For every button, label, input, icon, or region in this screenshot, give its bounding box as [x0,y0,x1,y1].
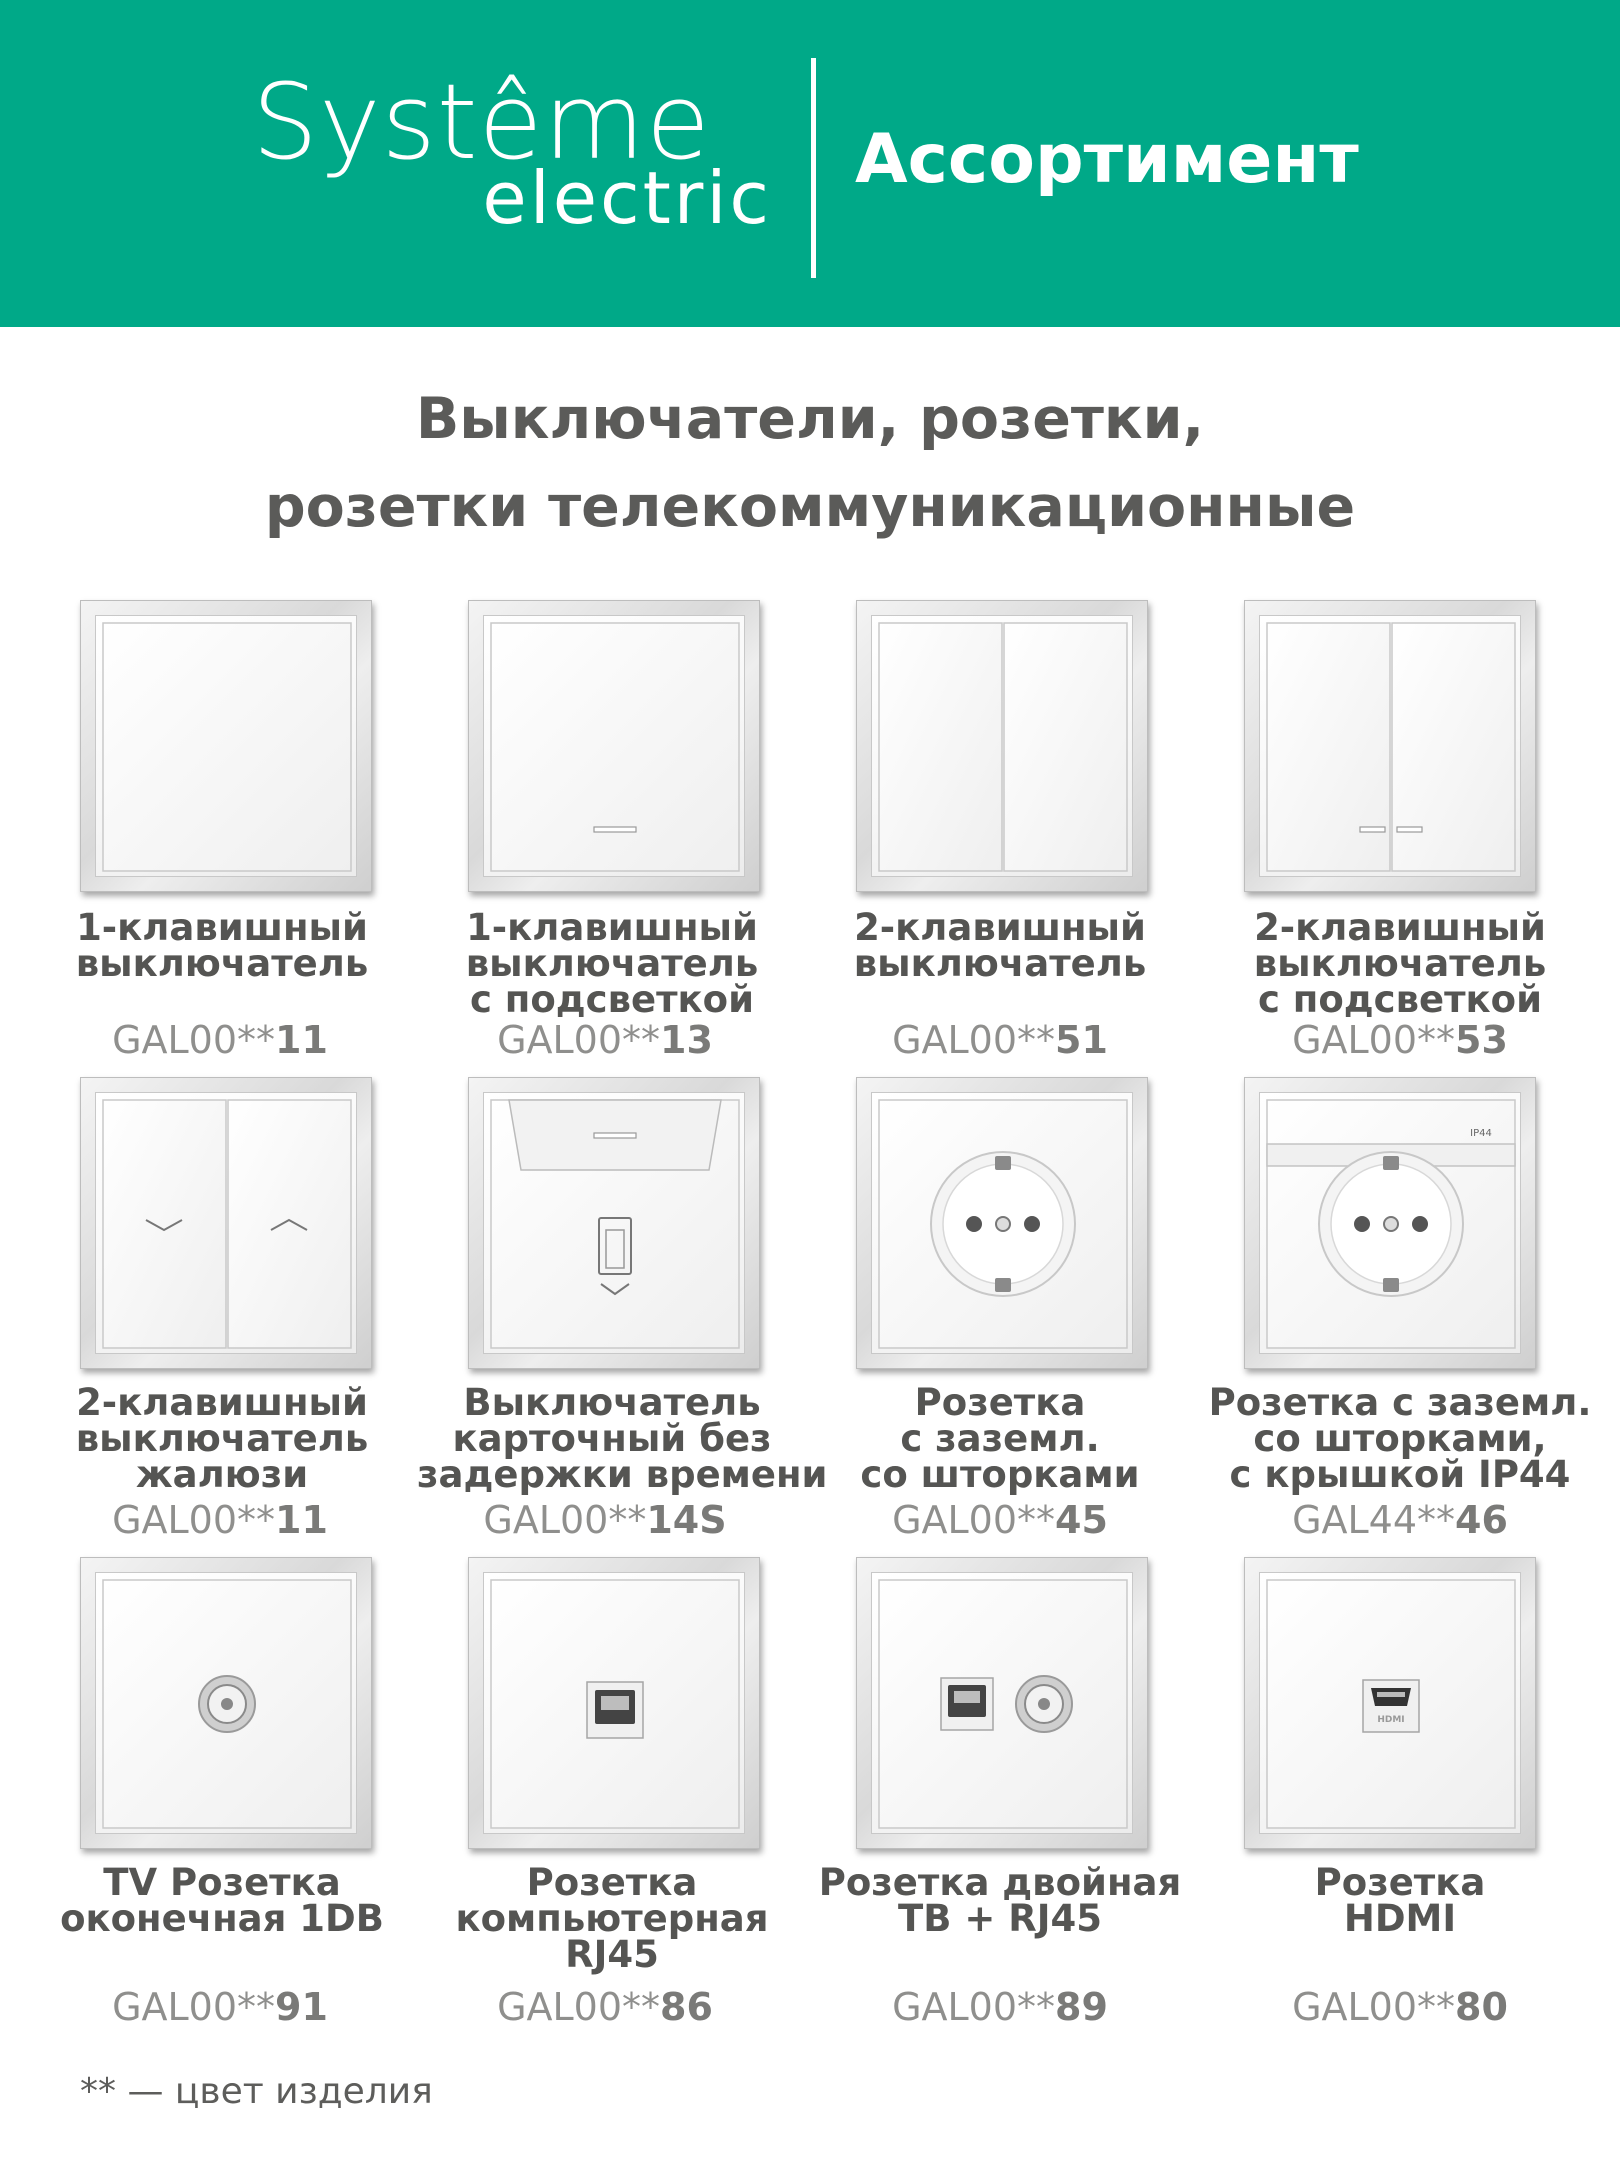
product-code [1205,1500,1595,1540]
product-code [1205,1020,1595,1060]
product-label-line: 1-клавишный [466,906,758,949]
product-code-suffix: 13 [660,1018,713,1062]
product-code-prefix: GAL00** [892,1018,1056,1062]
hdmi-logo-text: HDMI [1377,1715,1405,1725]
product-image-2 [468,600,760,892]
product-label-line: Розетка [1314,1861,1486,1904]
product-label [805,1861,1195,1940]
product-code-suffix: 45 [1055,1498,1108,1542]
hdmi-socket-icon [1245,1558,1537,1850]
product-code [410,1500,800,1540]
product-label-line: HDMI [1343,1897,1457,1940]
product-code [25,1987,415,2027]
header-divider [811,58,816,278]
header-banner [0,0,1620,327]
product-code-suffix: 51 [1055,1018,1108,1062]
page-title-line-2: розетки телекоммуникационные [264,474,1356,540]
schuko-socket-icon [857,1078,1149,1370]
product-label-line: Розетка [526,1861,698,1904]
product-label [805,906,1195,985]
product-label [27,1381,417,1496]
product-label-line: 2-клавишный [854,906,1146,949]
product-code-prefix: GAL00** [497,1018,661,1062]
product-code-prefix: GAL00** [483,1498,647,1542]
product-label [1205,906,1595,1021]
product-code-suffix: 80 [1455,1985,1508,2029]
product-label [27,906,417,985]
product-label-line: карточный без [452,1417,772,1460]
product-code-prefix: GAL00** [1292,1018,1456,1062]
switch-2-gang-icon [857,601,1149,893]
switch-1-gang-backlit-icon [469,601,761,893]
product-code-prefix: GAL00** [892,1498,1056,1542]
product-code [410,1987,800,2027]
product-label-line: выключатель [75,1417,369,1460]
tv-socket-icon [81,1558,373,1850]
product-label-line: Розетка с заземл. [1208,1381,1592,1424]
product-label-line: Розетка [914,1381,1086,1424]
product-image-9 [80,1557,372,1849]
product-label-line: Выключатель [463,1381,761,1424]
product-image-5 [80,1077,372,1369]
product-image-1 [80,600,372,892]
switch-1-gang-icon [81,601,373,893]
product-label-line: со шторками, [1253,1417,1547,1460]
product-label-line: выключатель [853,942,1147,985]
product-label-line: выключатель [1253,942,1547,985]
blinds-switch-icon [81,1078,373,1370]
product-label [1205,1861,1595,1940]
product-code [1205,1987,1595,2027]
brand-logo [252,61,772,250]
product-label-line: с подсветкой [469,978,755,1021]
switch-2-gang-backlit-icon [1245,601,1537,893]
product-label [1205,1381,1595,1496]
tv-rj45-socket-icon [857,1558,1149,1850]
product-label-line: с заземл. [900,1417,1100,1460]
product-code-suffix: 91 [275,1985,328,2029]
product-label-line: 2-клавишный [1254,906,1546,949]
product-label [805,1381,1195,1496]
product-label-line: 1-клавишный [76,906,368,949]
product-code [805,1987,1195,2027]
product-label-line: ТВ + RJ45 [898,1897,1102,1940]
product-code-prefix: GAL00** [497,1985,661,2029]
product-code-suffix: 89 [1055,1985,1108,2029]
product-code-prefix: GAL00** [892,1985,1056,2029]
product-label [417,1861,807,1976]
ip44-badge: IP44 [1470,1128,1492,1139]
product-code-suffix: 14S [646,1498,727,1542]
product-code-suffix: 53 [1455,1018,1508,1062]
product-label [417,1381,828,1496]
product-label-line: компьютерная [455,1897,769,1940]
page-title-line-1: Выключатели, розетки, [415,386,1205,452]
product-image-12 [1244,1557,1536,1849]
footnote: ** — цвет изделия [80,2071,433,2112]
product-code [805,1020,1195,1060]
product-image-10 [468,1557,760,1849]
product-code-prefix: GAL00** [1292,1985,1456,2029]
product-label-line: с подсветкой [1257,978,1543,1021]
product-label-line: со шторками [860,1453,1140,1496]
rj45-socket-icon [469,1558,761,1850]
product-image-3 [856,600,1148,892]
product-label-line: выключатель [465,942,759,985]
product-code-suffix: 86 [660,1985,713,2029]
product-code [410,1020,800,1060]
product-code [25,1020,415,1060]
product-label-line: жалюзи [135,1453,309,1496]
product-label [27,1861,417,1940]
product-image-8 [1244,1077,1536,1369]
product-code-prefix: GAL00** [112,1498,276,1542]
product-label [417,906,807,1021]
product-image-7 [856,1077,1148,1369]
product-code [25,1500,415,1540]
logo-line-2: electric [482,156,772,240]
product-code-suffix: 46 [1455,1498,1508,1542]
logo-line-1: Systême [252,61,711,183]
product-label-line: задержки времени [417,1453,828,1496]
product-code-prefix: GAL44** [1292,1498,1456,1542]
product-code-suffix: 11 [275,1498,328,1542]
product-label-line: оконечная 1DB [60,1897,384,1940]
product-image-11 [856,1557,1148,1849]
schuko-socket-lid-icon [1245,1078,1537,1370]
product-label-line: с крышкой IP44 [1229,1453,1571,1496]
header-title: Ассортимент [855,120,1359,199]
product-label-line: TV Розетка [103,1861,341,1904]
product-image-6 [468,1077,760,1369]
product-code [805,1500,1195,1540]
card-switch-icon [469,1078,761,1370]
product-code-suffix: 11 [275,1018,328,1062]
product-code-prefix: GAL00** [112,1985,276,2029]
page-title [0,375,1620,551]
product-code-prefix: GAL00** [112,1018,276,1062]
product-label-line: 2-клавишный [76,1381,368,1424]
product-image-4 [1244,600,1536,892]
product-label-line: выключатель [75,942,369,985]
product-label-line: RJ45 [565,1933,659,1976]
product-label-line: Розетка двойная [818,1861,1182,1904]
